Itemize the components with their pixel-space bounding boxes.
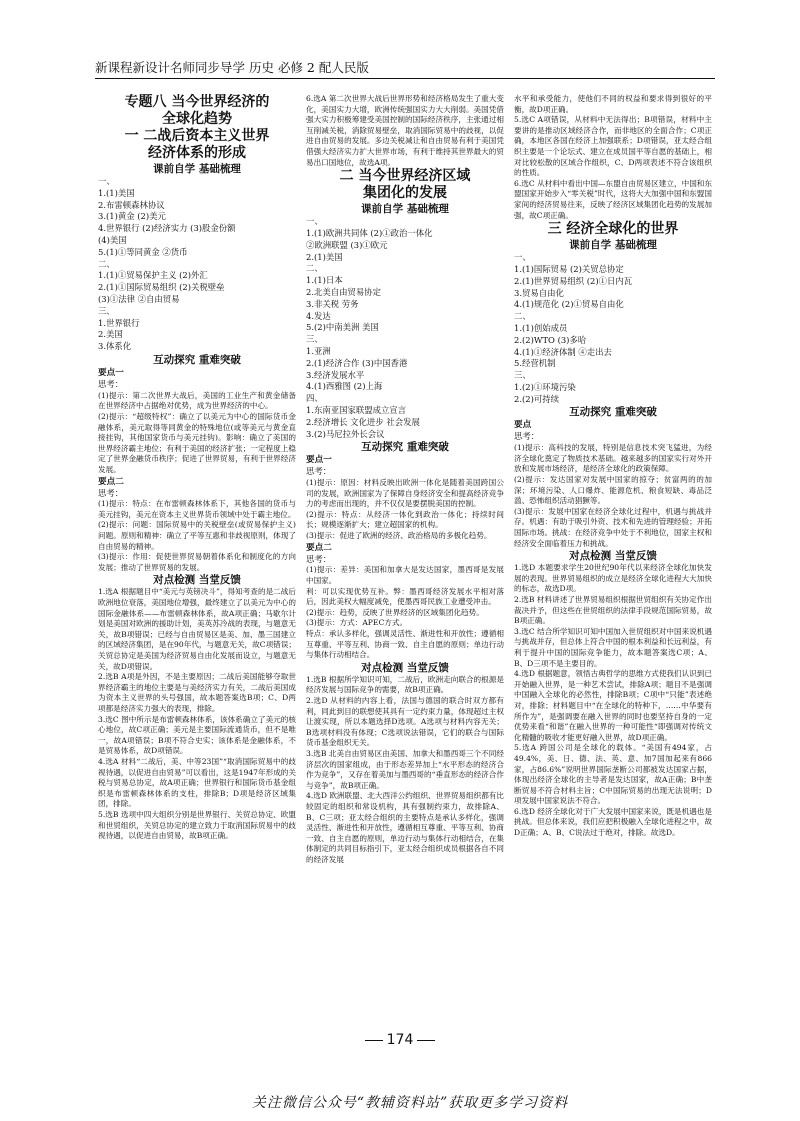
section-title: 三 经济全球化的世界 [547, 221, 679, 238]
text-line: 1.(1)日本 [306, 275, 343, 286]
answer-paragraph: 4.选A 材料“二战后，美、中等23国”“取消国际贸易中的歧视待遇，以促进自由贸易”可以看出，这是1947年形成的关税与贸易总协定，故A项正确；世界银行和国际货币基金组织是布雷顿森林体系的支柱，排除B；D项是经济区域集团，排除。 [98, 756, 296, 809]
text-line: 4.(1)①经济体制 ④走出去 [514, 346, 612, 357]
answer-paragraph: 6.选C 从材料中看出中国—东盟自由贸易区建立，中国和东盟国家开始步入“零关税”时代，这将大大加强中国和东盟国家间的经济贸易往来，反映了经济区域集团化趋势的发展加强，故C项正确。 [514, 178, 712, 220]
column-3 [514, 94, 712, 1040]
text-line: 4.世界银行 (2)经济实力 (3)股金份额 [98, 223, 236, 234]
text-line: 2.(2)可持续 [514, 393, 559, 404]
answer-paragraph: (2)提示：问题：国际贸易中的关税壁垒(或贸易保护主义)问题。原则和精神：确立了平等互惠和非歧视原则，体现了自由贸易的精神。 [98, 520, 296, 551]
answer-paragraph: 3.选B 北美自由贸易区由美国、加拿大和墨西哥三个不同经济层次的国家组成，由于形态差异加上“水平形态的经济合作为竞争”，又存在着美加与墨西哥的“垂直形态的经济合作与竞争”，故B项正确。 [306, 748, 504, 790]
answer-paragraph: (3)提示：作用：促使世界贸易朝着体系化和制度化的方向发展；推动了世界贸易的发展。 [98, 552, 296, 572]
text-line: 4.(1)规范化 (2)①贸易自由化 [514, 299, 624, 310]
answer-paragraph: 水平和承受能力，使他们不同的权益和要求得到很好的平衡，故D项正确。 [514, 94, 712, 114]
text-line: 2.(1)经济合作 (3)中国香港 [306, 357, 408, 368]
text-line: 1.(1)①贸易保护主义 (2)外汇 [98, 270, 208, 281]
text-line: 1.世界银行 [98, 317, 140, 328]
text-line: 2.美国 [98, 329, 123, 340]
text-line: (4)美国 [98, 234, 127, 245]
answer-paragraph: (3)提示：发展中国家在经济全球化过程中，机遇与挑战并存。机遇：有助于吸引外资、技术和先进的管理经验；开拓国际市场。挑战：在经济竞争中处于不利地位，国家主权和经济安全面临着压力和挑战。 [514, 506, 712, 548]
answer-paragraph: 6.选D 经济全球化对于广大发展中国家来说，既是机遇也是挑战。但总体来说，我们应把积极融入全球化进程之中，故D正确；A、B、C说法过于绝对，排除。故选D。 [514, 806, 712, 838]
text-line: 1.(1)创始成员 [514, 322, 568, 333]
text-line: 一、 [98, 176, 115, 186]
text-line: 2.(1)美国 [306, 251, 343, 262]
text-line: 二、 [98, 258, 115, 269]
text-line: 思考： [98, 378, 124, 389]
key-point-label: 要点一 [306, 455, 332, 466]
text-line: 5.(2)中南美洲 美国 [306, 322, 379, 333]
text-line: 5.经营机制 [514, 358, 556, 369]
answer-paragraph: (2)提示：“超级特权”：确立了以美元为中心的国际货币金融体系，美元取得等同黄金的特殊地位(或等美元与黄金直接挂钩，其他国家货币与美元挂钩)。影响：确立了美国的世界经济霸主地位；有利于美国的经济扩张；一定程度上稳定了世界金融货币秩序；促进了世界贸易，有利于世界经济发展。 [98, 411, 296, 474]
answer-paragraph: (2)提示：趋势，反映了世界经济的区域集团化趋势。 [306, 607, 484, 617]
key-point-label: 要点二 [306, 542, 332, 553]
text-line: 3.(1)黄金 (2)美元 [98, 211, 166, 222]
key-point-label: 要点一 [98, 367, 124, 378]
text-line: 2.(1)世界贸易组织 (2)①日内瓦 [514, 275, 633, 286]
key-point-label: 要点二 [98, 476, 124, 487]
text-line: 4.(1)西雅图 (2)上海 [306, 381, 383, 392]
answer-paragraph: (1)提示：特点：在布雷顿森林体系下，其他各国的货币与美元挂钩，美元在资本主义世界货币领域中处于霸主地位。 [98, 499, 296, 519]
answer-paragraph: 5.选B 选项中四大组织分别是世界银行、关贸总协定、欧盟和世贸组织，关贸总协定的建立致力于取消国际贸易中的歧视待遇，以促进自由贸易，故B项正确。 [98, 809, 296, 841]
section-title: 二 当今世界经济区域 [339, 168, 471, 185]
subsection-heading: 互动探究 重难突破 [361, 441, 449, 454]
answer-paragraph: 3.选C 结合所学知识可知中国加入世贸组织对中国来说机遇与挑战并存，但总体上符合中国的根本利益和长远利益，有利于提升中国的国际竞争能力，故本题答案选C项；A、B、D三项不是主要目的。 [514, 626, 712, 668]
text-line: 4.发达 [306, 310, 331, 321]
footer-note: 关注微信公众号“教辅资料站”获取更多学习资料 [251, 1095, 569, 1111]
text-line: 二、 [514, 311, 531, 322]
answer-paragraph: 5.选A 跨国公司是全球化的载体。“美国有494家，占49.4%，美、日、德、法、英、意、加7国加起来有866家，占86.6%”说明世界国际垄断公司都被发达国家占据，体现出经济全球化的主导者是发达国家，故A正确；B中垄断贸易不符合材料主旨；C中国际贸易的出现无法说明；D项发展中国家说法不符合。 [514, 743, 712, 806]
answer-paragraph: (1)提示：差异：美国和加拿大是发达国家，墨西哥是发展中国家。 [306, 565, 504, 586]
answer-paragraph: 2.选D 从材料的内容上看，法国与德国的联合时双方都有利，同此到目的联想使其具有一定约束力量，体现超过主权让渡实现，所以本题选择D选项。A选项与材料内容无关；B选项材料没有体现；C选项说法错误，它们的联合与国际货币基金组织无关。 [306, 695, 504, 748]
text-line: 四、 [306, 393, 323, 404]
answer-paragraph: 4.选D 欧洲联盟、北大西洋公约组织、世界贸易组织都有比较固定的组织和常设机构，具有强制约束力，故排除A、B、C三项；亚太经合组织的主要特点是承认多样化，强调灵活性、渐进性和开放性，遵循相互尊重、平等互利、协商一致、自主自愿的原则，单边行动与集体行动相结合，在集体制定的共同目标指引下，亚太经合组织成员根据各自不同的经济发展 [306, 791, 504, 864]
text-line: 一、 [514, 252, 531, 263]
text-line: ②欧洲联盟 (3)①欧元 [306, 239, 388, 250]
text-line: 思考： [514, 431, 540, 442]
answer-paragraph: 1.选B 根据所学知识可知，二战后，欧洲走向联合的根源是经济发展与国际竞争的需要，故B项正确。 [306, 674, 504, 695]
text-line: 1.(1)欧洲共同体 (2)①政治一体化 [306, 227, 433, 238]
subsection-heading: 课前自学 基础梳理 [153, 163, 241, 175]
key-point-label: 要点 [514, 420, 532, 431]
text-line: 2.(1)①国际贸易组织 (2)关税壁垒 [98, 282, 225, 293]
answer-paragraph: 1.选A 根据题目中“美元与英镑决斗”，得知考查的是二战后欧洲地位衰落，美国地位增强，最终建立了以美元为中心的国际金融体系——布雷顿森林体系，故A项正确；马歇尔计划是美国对欧洲的援助计划，美英苏冷战的表现，与题意无关，故B项错误；已经与自由贸易区是美、加、墨三国建立的区域经济集团，是在90年代，与题意无关，故C项错误；关贸总协定是美国为经济贸易自由化发展而设立，与题意无关，故D项错误。 [98, 587, 296, 671]
text-line: 3.(2)马尼拉外长会议 [306, 428, 385, 439]
text-line: 2.(2)WTO (3)多哈 [514, 334, 587, 345]
subsection-heading: 互动探究 重难突破 [569, 406, 657, 419]
answer-paragraph: (1)提示：高科技的发展，特别是信息技术突飞猛进，为经济全球化奠定了物质技术基础。越来越多的国家实行对外开放和发展市场经济，是经济全球化的政策保障。 [514, 443, 712, 474]
answer-paragraph: (2)提示：特点：从经济一体化到政治一体化；持续时间长；规模逐渐扩大；建立超国家的机构。 [306, 509, 504, 530]
answer-paragraph: (3)提示：促进了欧洲的经济、政治格局的多极化趋势。 [306, 531, 492, 541]
answer-paragraph: (1)提示：第二次世界大战后，美国的工业生产和黄金储备在世界经济中占据绝对优势，成为世界经济的中心。 [98, 390, 296, 411]
section-title: 专题八 当今世界经济的 [124, 94, 270, 110]
answer-paragraph: 2.选B 材料讲述了世界贸易组织根据世贸组织有关协定作出裁决并予，但这些在世贸组织的法律手段规范国际贸易，故B项正确。 [514, 595, 712, 626]
section-title: 集团化的发展 [363, 185, 447, 202]
text-line: 3.体系化 [98, 341, 132, 352]
section-title: 全球化趋势 [162, 111, 232, 127]
subsection-heading: 互动探究 重难突破 [153, 353, 241, 366]
text-line: 三、 [514, 370, 531, 381]
answer-paragraph: (2)提示：发达国家对发展中国家的掠夺；贫富两的的加深；环境污染、人口爆炸、能源危机、粮食短缺、毒品泛滥、恐怖组织活动猖獗等。 [514, 475, 712, 506]
text-line: 1.(2)①环境污染 [514, 381, 576, 392]
answer-paragraph: 4.选D 根据题意，领悟古典哲学的思维方式使我们认识到已开始融入世界，是一种艺术尝试，排除A项；题目不是强调中国融入全球化的必然性，排除B项；C项中“只能”表述绝对，排除；材料题目中“在全球化的特种下，……中华要有所作为”，是强调要在融入世界的同时也要坚持自身的一定优势来看“和谐”在融入世界的一种可能性“即强调对传统文化精髓的吸收才能更好融入世界，故D项正确。 [514, 669, 712, 742]
section-title: 一 二战后资本主义世界 [124, 128, 270, 144]
text-line: 一、 [306, 216, 323, 227]
text-line: 思考： [306, 466, 332, 477]
text-line: 二、 [306, 263, 323, 274]
subsection-heading: 课前自学 基础梳理 [569, 239, 657, 252]
text-line: 5.(1)①等同黄金 ②货币 [98, 246, 188, 257]
answer-paragraph: 5.选C A项错误，从材料中无法得出；B项错误，材料中主要讲的是推动区域经济合作，而非地区的全面合作；C项正确，本地区各国在经济上加强联系；D项错误，亚太经合组织主要是一个论坛式、建立在成员国平等自愿的基础上，相对比较松散的区域合作组织，C、D两项表述不符合该组织的性质。 [514, 115, 712, 178]
answer-paragraph: (3)提示：方式：APEC方式。 [306, 618, 408, 628]
text-line: 2.布雷顿森林协议 [98, 199, 165, 210]
answer-paragraph: 2.选B A项是外因，不是主要原因；二战后美国能够夺取世界经济霸主的地位主要是与美经济实力有关，二战后美国成为资本主义世界的头号强国，故本题答案选B项；C、D两项都是经济实力强大的表现，排除。 [98, 672, 296, 713]
text-line: 2.北美自由贸易协定 [306, 286, 381, 297]
text-line: 1.东南亚国家联盟成立宣言 [306, 404, 407, 415]
text-line: 三、 [306, 334, 323, 345]
page-number: 174 [355, 1032, 445, 1048]
text-line: 思考： [98, 487, 124, 498]
answer-paragraph: 1.选D 本题要求学生20世纪90年代以来经济全球化加快发展的表现。世界贸易组织的成立是经济全球化进程大大加快的标志，故选D项。 [514, 563, 712, 594]
answer-paragraph: 利：可以实现优势互补。弊：墨西哥经济发展水平相对落后，因此美权大幅度减免，使墨西哥民族工业遭受冲击。 [306, 586, 504, 607]
column-1 [98, 94, 296, 1040]
subsection-heading: 对点检测 当堂反馈 [153, 574, 241, 587]
text-line: 思考： [306, 553, 332, 564]
text-line: 2.经济增长 文化进步 社会发展 [306, 416, 420, 427]
subsection-heading: 课前自学 基础梳理 [361, 203, 449, 216]
text-line: 1.(1)国际贸易 (2)关贸总协定 [514, 263, 624, 274]
answer-paragraph: (1)提示：原因：材料反映出欧洲一体化是随着美国跨国公司的发展，欧洲国家为了保障自身经济安全和提高经济竞争力的考虑而出现的，并不仅仅是要摆脱美国的控制。 [306, 478, 504, 509]
answer-paragraph: 3.选C 图中所示是布雷顿森林体系，该体系确立了美元的核心地位，故C项正确；美元是主要国际流通货币，但不是唯一，故A项错误；B项不符合史实；该体系是金融体系，不是贸易体系，故D项错误。 [98, 714, 296, 756]
subsection-heading: 对点检测 当堂反馈 [569, 550, 657, 563]
text-line: 1.亚洲 [306, 345, 331, 356]
page-body [98, 94, 718, 1040]
text-line: 3.贸易自由化 [514, 287, 564, 298]
running-header: 新课程新设计名师同步导学 历史 必修 2 配人民版 [95, 58, 715, 79]
section-title: 经济体系的形成 [148, 145, 246, 161]
text-line: 三、 [98, 305, 115, 316]
text-line: (3)①法律 ②自由贸易 [98, 293, 180, 304]
column-2 [306, 94, 504, 1040]
text-line: 3.经济发展水平 [306, 369, 365, 380]
text-line: 3.非关税 劳务 [306, 298, 359, 309]
subsection-heading: 对点检测 当堂反馈 [361, 661, 449, 674]
text-line: 1.(1)美国 [98, 187, 135, 198]
answer-paragraph: 特点：承认多样化，强调灵活性、渐进性和开放性；遵循相互尊重、平等互利、协商一致、自主自愿的原则；单边行动与集体行动相结合。 [306, 629, 504, 660]
answer-paragraph: 6.选A 第二次世界大战后世界形势和经济格局发生了重大变化，美国实力大增，欧洲传统强国实力大大削弱。美国凭借强大实力积极筹建受美国控制的国际经济秩序，主张通过相互削减关税，消除贸易壁垒，取消国际贸易中的歧视，以促进自由贸易的发展。多边关税减让和自由贸易有利于美国凭借强大经济实力扩大世界市场，有利于维持其世界最大的贸易出口国地位，故选A项。 [306, 94, 504, 167]
